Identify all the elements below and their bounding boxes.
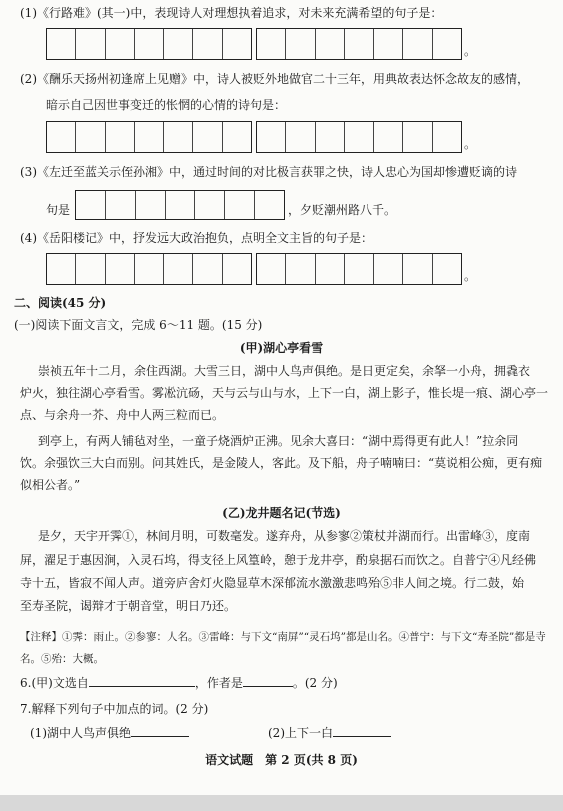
q3-prompt-line1: (3)《左迁至蓝关示侄孙湘》中，通过时间的对比极言获罪之快，诗人忠心为国却惨遭贬谪的诗 [20, 165, 518, 179]
q7-item-1-text: (1)湖中人鸟声俱绝 [30, 726, 131, 740]
q3-prompt-post: ，夕贬潮州路八千。 [288, 203, 397, 217]
text-a-line: 到亭上，有两人铺毡对坐，一童子烧酒炉正沸。见余大喜曰：“湖中焉得更有此人！”拉余同 [38, 434, 519, 448]
text-b-line: 屏，濯足于惠因涧，入灵石坞，得支径上风篁岭，憩于龙井亭，酌泉据石而饮之。自普宁④凡经佛 [20, 553, 537, 567]
q1-answer-grid-right[interactable] [256, 28, 462, 60]
section-heading-reading: 二、阅读(45 分) [14, 296, 107, 310]
text-a-line: 饮。余强饮三大白而别。问其姓氏，是金陵人，客此。及下船，舟子喃喃曰：“莫说相公痴，更有痴 [20, 456, 543, 470]
q2-answer-grid-left[interactable] [46, 121, 252, 153]
q4-prompt: (4)《岳阳楼记》中，抒发远大政治抱负，点明全文主旨的句子是： [20, 231, 374, 245]
text-a-title: (甲)湖心亭看雪 [239, 341, 324, 355]
q7-prompt: 7.解释下列句子中加点的词。(2 分) [20, 702, 209, 716]
q2-prompt-line2: 暗示自己因世事变迁的怅惘的心情的诗句是： [46, 98, 287, 112]
text-a-line: 似相公者。” [20, 478, 81, 492]
q1-answer-grid-left[interactable] [46, 28, 252, 60]
subsection-heading: (一)阅读下面文言文，完成 6～11 题。(15 分) [14, 318, 263, 332]
q2-end-punct: 。 [464, 137, 477, 151]
annotation-line: 名。⑤殆：大概。 [20, 653, 104, 665]
text-b-line-underlined: 寺十五，皆寂不闻人声。道旁庐舍灯火隐显草木深郁流水激激悲鸣殆⑤非人间之境。行二鼓，始 [20, 576, 525, 590]
q6-author-blank[interactable] [243, 686, 293, 687]
q4-answer-grid-right[interactable] [256, 253, 462, 285]
q6-mid: ，作者是 [194, 676, 243, 690]
q7-item-1-blank[interactable] [131, 736, 189, 737]
q4-end-punct: 。 [464, 269, 477, 283]
text-b-line: 至寿圣院，谒辩才于朝音堂，明日乃还。 [20, 599, 237, 613]
annotation-line: 【注释】①霁：雨止。②参寥：人名。③雷峰：与下文“南屏”“灵石坞”都是山名。④普宁：与下文“寿圣院”都是寺 [20, 631, 546, 643]
q7-item-2-blank[interactable] [333, 736, 391, 737]
q3-prompt-pre: 句是 [46, 203, 71, 217]
q2-prompt-line1: (2)《酬乐天扬州初逢席上见赠》中，诗人被贬外地做官二十三年，用典故表达怀念故友的感情， [20, 72, 530, 86]
q2-answer-grid-right[interactable] [256, 121, 462, 153]
q4-answer-grid-left[interactable] [46, 253, 252, 285]
bottom-bar [0, 795, 563, 811]
q6-post: 。(2 分) [292, 676, 338, 690]
text-a-line: 崇祯五年十二月，余住西湖。大雪三日，湖中人鸟声俱绝。是日更定矣，余拏一小舟，拥毳衣 [38, 364, 531, 378]
text-a-line: 点、与余舟一芥、舟中人两三粒而已。 [20, 408, 225, 422]
q6-question [20, 676, 338, 690]
q6-source-blank[interactable] [89, 686, 195, 687]
q7-item-1 [30, 726, 189, 740]
text-a-line: 炉火，独往湖心亭看雪。雾凇沆砀，天与云与山与水，上下一白，湖上影子，惟长堤一痕、湖心亭一 [20, 386, 549, 400]
q7-item-2-text: (2)上下一白 [268, 726, 333, 740]
text-b-line: 是夕，天宇开霁①，林间月明，可数毫发。遂弃舟，从参寥②策杖并湖而行。出雷峰③，度南 [38, 529, 531, 543]
q7-item-2 [268, 726, 391, 740]
q3-answer-grid[interactable] [75, 190, 285, 220]
q1-prompt: (1)《行路难》(其一)中，表现诗人对理想执着追求，对未来充满希望的句子是： [20, 6, 443, 20]
q6-pre: 6.(甲)文选自 [20, 676, 89, 690]
q1-end-punct: 。 [464, 44, 477, 58]
text-b-title: (乙)龙井题名记(节选) [222, 506, 341, 520]
page-footer: 语文试题 第 2 页(共 8 页) [205, 753, 358, 767]
